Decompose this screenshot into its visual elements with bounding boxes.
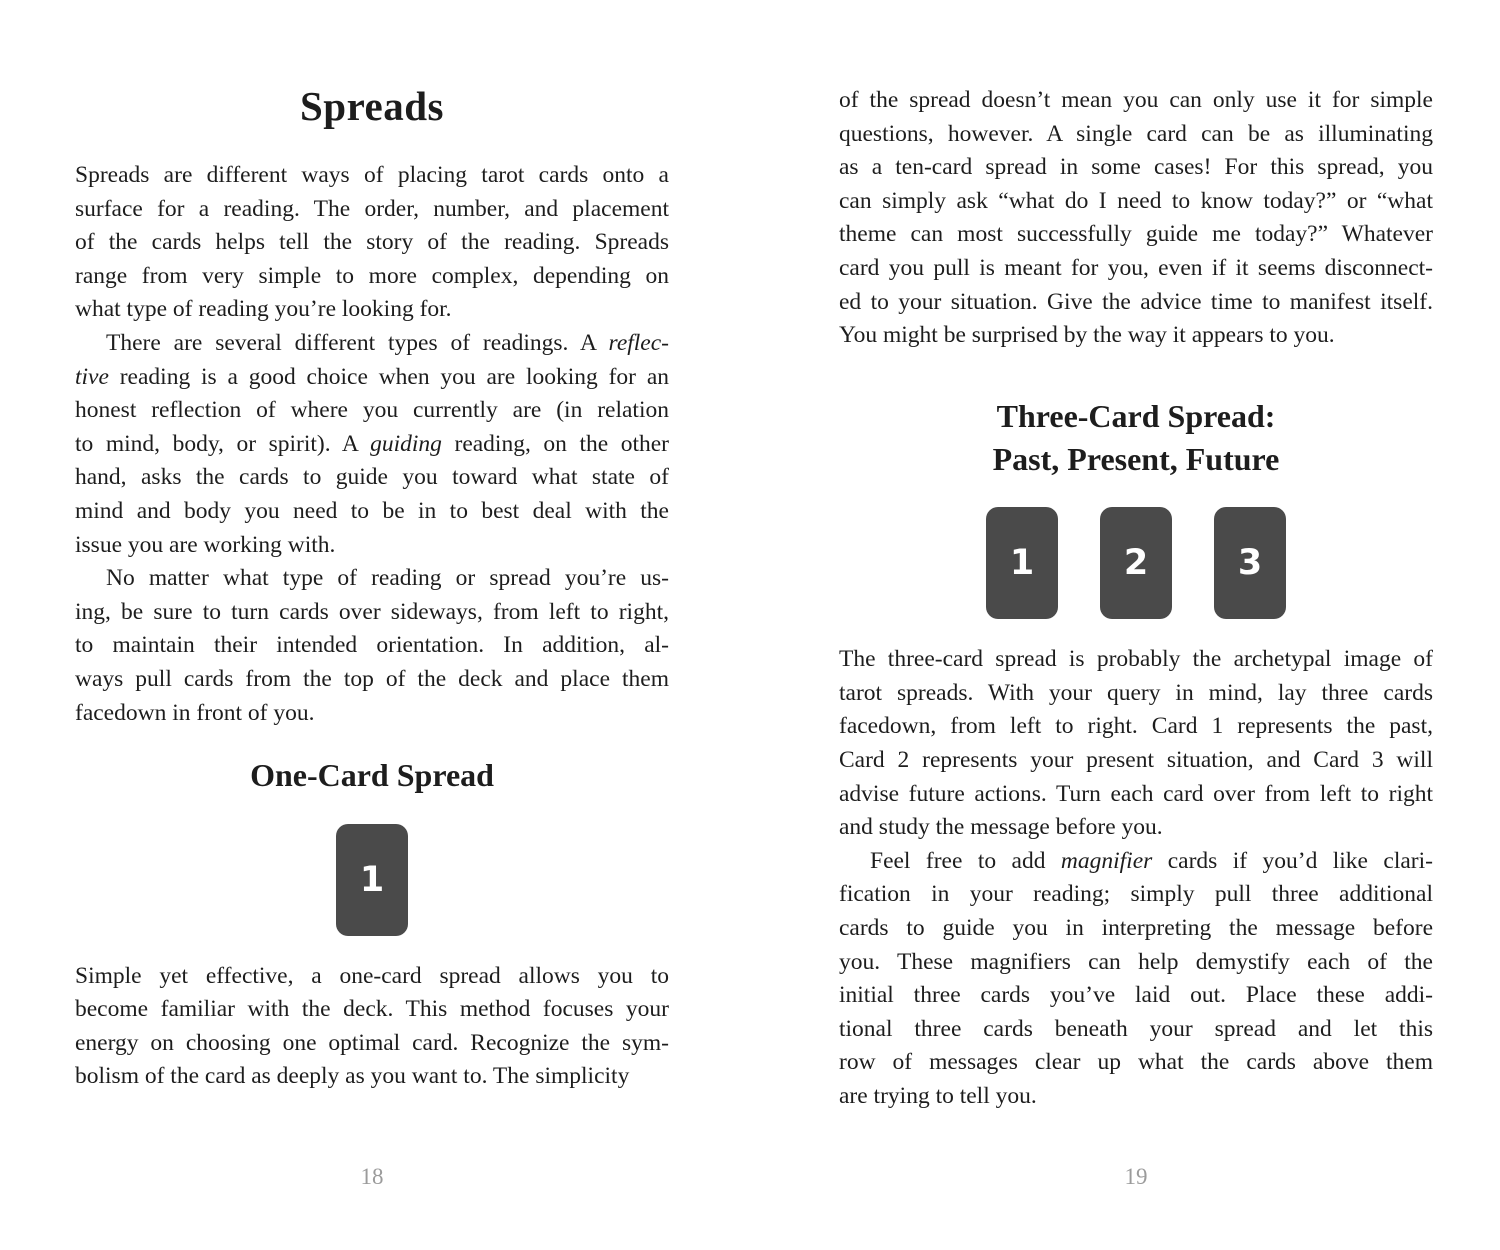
text-line: tional three cards beneath your spread and let this <box>839 1015 1433 1042</box>
text-line: as a ten-card spread in some cases! For this spread, you <box>839 154 1433 181</box>
book-page-left <box>75 0 669 1250</box>
card-number-label: 1 <box>1009 543 1035 584</box>
text-line: honest reflection of where you currently are (in relation <box>75 397 669 424</box>
text-line: initial three cards you’ve laid out. Place these addi- <box>839 982 1433 1009</box>
body-paragraph <box>75 960 669 1094</box>
text-line: Simple yet effective, a one-card spread allows you to <box>75 962 669 989</box>
text-line: theme can most successfully guide me today?” Whatever <box>839 221 1433 248</box>
tarot-card-past <box>986 507 1058 619</box>
tarot-card-present <box>1100 507 1172 619</box>
text-line: what type of reading you’re looking for. <box>75 296 452 323</box>
text-line: The three-card spread is probably the archetypal image of <box>839 646 1433 673</box>
text-line: hand, asks the cards to guide you toward what state of <box>75 464 669 491</box>
intro-text-block <box>75 159 669 730</box>
one-card-text-block <box>75 960 669 1094</box>
text-line: tarot spreads. With your query in mind, lay three cards <box>839 679 1433 706</box>
text-line: of the spread doesn’t mean you can only use it for simple <box>839 87 1433 113</box>
text-line: Spreads are different ways of placing tarot cards onto a <box>75 162 669 188</box>
body-paragraph <box>839 643 1433 845</box>
card-number-label: 3 <box>1237 543 1263 584</box>
text-line: energy on choosing one optimal card. Recognize the sym- <box>75 1029 669 1056</box>
body-paragraph <box>75 562 669 730</box>
three-card-heading-line-1: Three-Card Spread: <box>996 397 1276 434</box>
text-line: bolism of the card as deeply as you want to. The simplicity <box>75 1063 630 1090</box>
text-line: to mind, body, or spirit). A guiding reading, on the other <box>75 430 669 457</box>
text-line: facedown, from left to right. Card 1 represents the past, <box>839 713 1433 740</box>
continuation-text-block <box>839 84 1433 353</box>
text-line: There are several different types of readings. A reflec- <box>106 329 669 356</box>
tarot-card-future <box>1214 507 1286 619</box>
one-card-spread-heading: One-Card Spread <box>250 757 494 794</box>
text-line: ing, be sure to turn cards over sideways, from left to right, <box>75 598 669 625</box>
body-paragraph <box>839 84 1433 353</box>
text-line: card you pull is meant for you, even if it seems disconnect- <box>839 254 1433 281</box>
chapter-title: Spreads <box>299 83 445 129</box>
card-number-label: 2 <box>1123 543 1149 584</box>
text-line: You might be surprised by the way it appears to you. <box>839 322 1335 349</box>
body-paragraph <box>839 845 1433 1114</box>
text-line: Card 2 represents your present situation, and Card 3 will <box>839 747 1433 774</box>
card-number-label: 1 <box>359 859 385 900</box>
one-card-row <box>75 824 669 936</box>
text-line: No matter what type of reading or spread you’re us- <box>106 565 669 592</box>
text-line: ways pull cards from the top of the deck and place them <box>75 665 669 692</box>
text-line: issue you are working with. <box>75 531 336 558</box>
text-line: to maintain their intended orientation. In addition, al- <box>75 632 669 659</box>
text-line: are trying to tell you. <box>839 1083 1037 1110</box>
text-line: can simply ask “what do I need to know today?” or “what <box>839 187 1433 214</box>
page-number-right: 19 <box>1124 1164 1148 1189</box>
text-line: questions, however. A single card can be as illuminating <box>839 120 1433 147</box>
text-line: advise future actions. Turn each card over from left to right <box>839 780 1433 807</box>
text-line: Feel free to add magnifier cards if you’d like clari- <box>870 847 1433 874</box>
three-card-spread-heading <box>839 395 1433 481</box>
text-line: row of messages clear up what the cards above them <box>839 1049 1433 1076</box>
text-line: mind and body you need to be in to best deal with the <box>75 497 669 524</box>
text-line: become familiar with the deck. This method focuses your <box>75 996 669 1023</box>
text-line: tive reading is a good choice when you are looking for an <box>75 363 669 390</box>
three-card-row <box>839 507 1433 619</box>
tarot-card-1 <box>336 824 408 936</box>
text-line: cards to guide you in interpreting the message before <box>839 915 1433 942</box>
book-page-right <box>839 0 1433 1250</box>
text-line: surface for a reading. The order, number, and placement <box>75 195 669 222</box>
text-line: and study the message before you. <box>839 814 1163 841</box>
text-line: of the cards helps tell the story of the reading. Spreads <box>75 229 669 256</box>
three-card-heading-line-2: Past, Present, Future <box>992 440 1280 477</box>
text-line: ed to your situation. Give the advice time to manifest itself. <box>839 288 1433 315</box>
body-paragraph <box>75 159 669 327</box>
text-line: facedown in front of you. <box>75 699 315 726</box>
text-line: you. These magnifiers can help demystify each of the <box>839 948 1433 975</box>
body-paragraph <box>75 327 669 562</box>
text-line: range from very simple to more complex, depending on <box>75 262 669 289</box>
text-line: fication in your reading; simply pull three additional <box>839 881 1433 908</box>
page-number-left: 18 <box>360 1164 384 1189</box>
three-card-text-block <box>839 643 1433 1113</box>
